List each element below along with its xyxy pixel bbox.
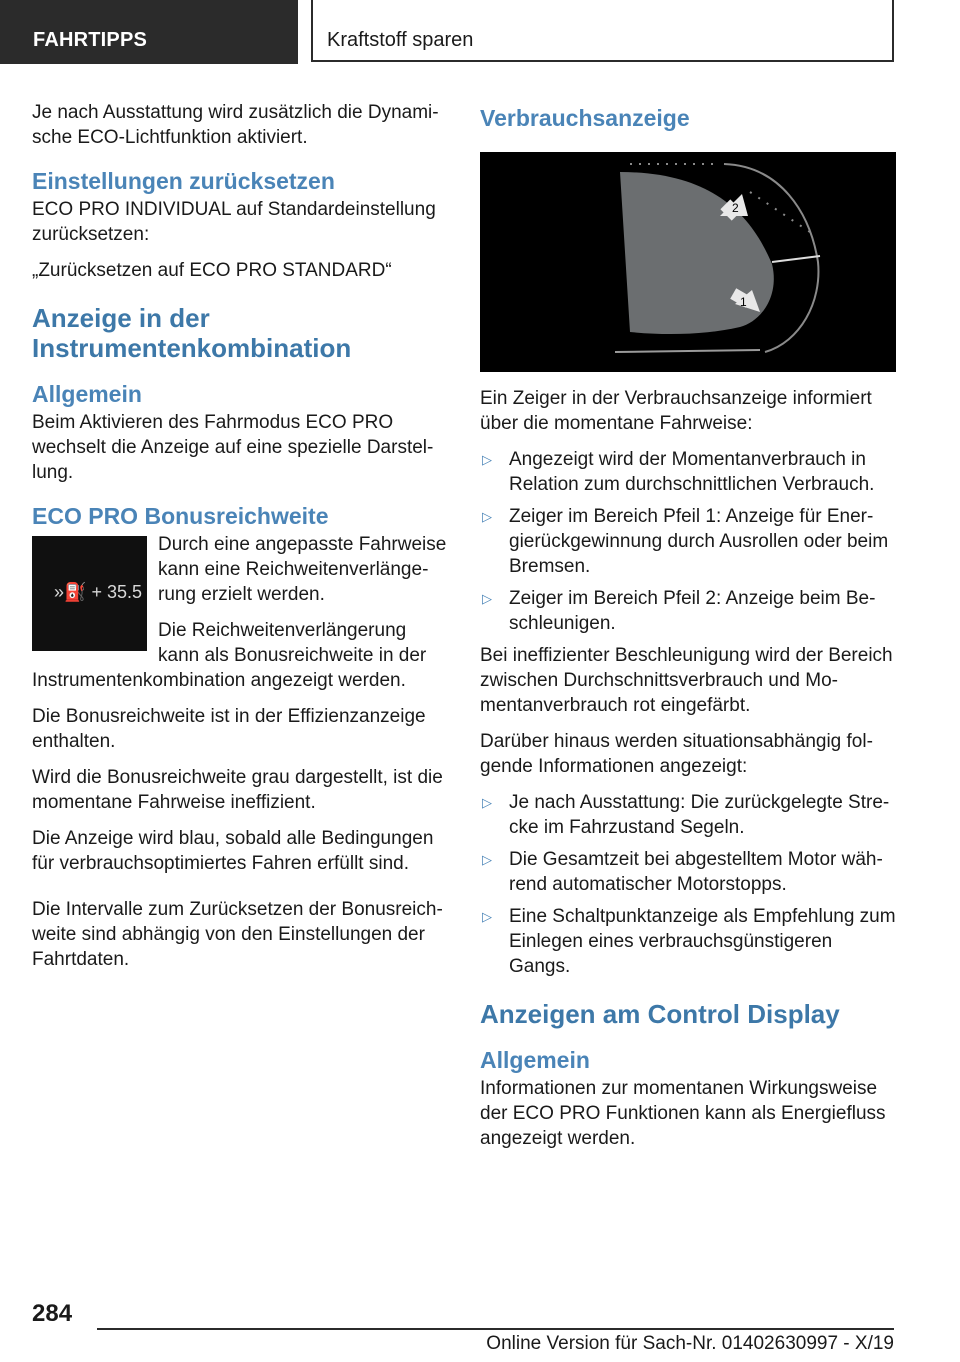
consumption-paragraph-1: Ein Zeiger in der Verbrauchsanzeige informiert über die momentane Fahrweise: bbox=[480, 388, 872, 434]
section-header bbox=[311, 0, 894, 62]
chapter-tab bbox=[0, 0, 298, 64]
list-item: ▷ Je nach Ausstattung: Die zurückgelegte Strecke im Fahrzustand Segeln. bbox=[482, 792, 890, 838]
display-general-heading: Allgemein bbox=[480, 1047, 590, 1073]
list-item: ▷ Zeiger im Bereich Pfeil 1: Anzeige für Energierückgewinnung durch Ausrollen oder beim Bremsen. bbox=[482, 506, 889, 577]
display-paragraph: Informationen zur momentanen Wirkungsweise der ECO PRO Funktionen kann als Energiefluss angezeigt werden. bbox=[480, 1078, 886, 1149]
list-item: ▷ Die Gesamtzeit bei abgestelltem Motor während automatischer Motorstopps. bbox=[482, 849, 883, 895]
triangle-bullet-icon: ▷ bbox=[482, 452, 492, 467]
bonus-paragraph-3: Die Bonusreichweite ist in der Effizienzanzeige enthalten. bbox=[32, 706, 426, 752]
triangle-bullet-icon: ▷ bbox=[482, 795, 492, 810]
triangle-bullet-icon: ▷ bbox=[482, 852, 492, 867]
consumption-list-1 bbox=[480, 447, 896, 636]
list-item: ▷ Angezeigt wird der Momentanverbrauch in Relation zum durchschnittlichen Verbrauch. bbox=[482, 449, 875, 495]
consumption-paragraph-3: Darüber hinaus werden situationsabhängig folgende Informationen angezeigt: bbox=[480, 731, 873, 777]
consumption-paragraph-2: Bei ineffizienter Beschleunigung wird der Bereich zwischen Durchschnittsverbrauch und Momentanverbrauch rot eingefärbt. bbox=[480, 645, 893, 716]
list-item: ▷ Eine Schaltpunktanzeige als Empfehlung zum Einlegen eines verbrauchsgünstigeren Gangs. bbox=[482, 906, 896, 977]
bonus-heading: ECO PRO Bonusreichweite bbox=[32, 503, 329, 529]
bonus-range-image bbox=[32, 536, 147, 651]
general-paragraph: Beim Aktivieren des Fahrmodus ECO PRO wechselt die Anzeige auf eine spezielle Darstellung. bbox=[32, 412, 434, 483]
gauge-label-2: 2 bbox=[732, 201, 739, 215]
footer-divider bbox=[97, 1328, 894, 1330]
bonus-paragraph-6: Die Intervalle zum Zurücksetzen der Bonusreichweite sind abhängig von den Einstellungen der Fahrtdaten. bbox=[32, 899, 443, 970]
section-title: Kraftstoff sparen bbox=[327, 29, 474, 51]
triangle-bullet-icon: ▷ bbox=[482, 509, 492, 524]
triangle-bullet-icon: ▷ bbox=[482, 909, 492, 924]
display-heading: Anzeigen am Control Display bbox=[480, 999, 840, 1029]
consumption-gauge-image bbox=[480, 152, 896, 372]
gauge-label-1: 1 bbox=[740, 295, 747, 309]
consumption-heading: Verbrauchsanzeige bbox=[480, 105, 690, 131]
footer-version: Online Version für Sach-Nr. 01402630997 - X/19 bbox=[486, 1333, 894, 1354]
left-column bbox=[32, 100, 448, 983]
reset-menu-item: „Zurücksetzen auf ECO PRO STANDARD“ bbox=[32, 260, 392, 281]
bonus-range-readout: »⛽ + 35.5 bbox=[54, 582, 142, 602]
list-item: ▷ Zeiger im Bereich Pfeil 2: Anzeige beim Beschleunigen. bbox=[482, 588, 876, 634]
fuel-pump-icon: »⛽ bbox=[54, 582, 87, 602]
bonus-paragraph-2: Die Reichweitenverlängerung kann als Bonusreichweite in der Instrumentenkombination angezeigt werden. bbox=[32, 620, 427, 691]
reset-paragraph: ECO PRO INDIVIDUAL auf Standardeinstellung zurücksetzen: bbox=[32, 199, 436, 245]
bonus-paragraph-1: Durch eine angepasste Fahrweise kann eine Reichweitenverlängerung erzielt werden. bbox=[158, 534, 447, 605]
triangle-bullet-icon: ▷ bbox=[482, 591, 492, 606]
bonus-paragraph-5: Die Anzeige wird blau, sobald alle Bedingungen für verbrauchsoptimiertes Fahren erfüllt sind. bbox=[32, 828, 434, 874]
intro-paragraph: Je nach Ausstattung wird zusätzlich die Dynamische ECO-Lichtfunktion aktiviert. bbox=[32, 102, 439, 148]
right-column bbox=[480, 100, 896, 1162]
general-heading: Allgemein bbox=[32, 381, 142, 407]
reset-heading: Einstellungen zurücksetzen bbox=[32, 168, 335, 194]
consumption-list-2 bbox=[480, 790, 896, 979]
chapter-title: FAHRTIPPS bbox=[33, 29, 148, 51]
page-number: 284 bbox=[32, 1300, 73, 1327]
cluster-heading: Anzeige in der Instrumentenkombination bbox=[32, 303, 352, 363]
bonus-paragraph-4: Wird die Bonusreichweite grau dargestellt, ist die momentane Fahrweise ineffizient. bbox=[32, 767, 443, 813]
